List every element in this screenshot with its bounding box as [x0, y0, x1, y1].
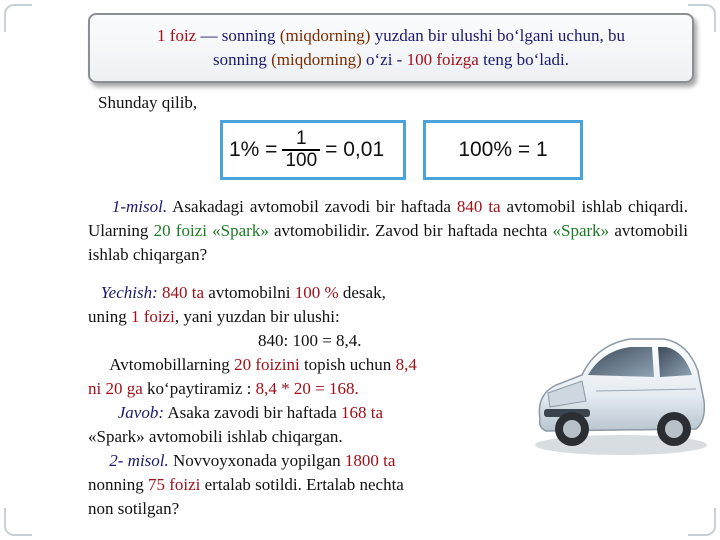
example-value: 840 ta: [456, 197, 501, 216]
solution-value: 840 ta: [162, 283, 205, 302]
definition-text: yuzdan bir ulushi bo‘lgani uchun, bu: [370, 26, 625, 45]
solution-text: ertalab sotildi. Ertalab nechta: [200, 475, 404, 494]
solution-text: uning: [88, 307, 131, 326]
definition-text: o‘zi -: [361, 50, 407, 69]
solution-value: ni 20 ga: [88, 379, 143, 398]
solution-line: [88, 377, 488, 401]
solution-text: Asaka zavodi bir haftada: [164, 403, 342, 422]
solution-text: avtomobilni: [204, 283, 295, 302]
formula-percent-box: [220, 120, 406, 180]
example-1-label: 1-misol.: [111, 197, 168, 216]
solution-text: topish uchun: [299, 355, 396, 374]
frame-corner-bottom-left: [4, 508, 32, 536]
example-value: 20 foizi: [153, 221, 207, 240]
solution-line: [88, 281, 488, 305]
solution-value: 75 foizi: [147, 475, 201, 494]
solution-text: ko‘paytiramiz :: [142, 379, 256, 398]
solution-value: 168 ta: [341, 403, 384, 422]
example-value: «Spark»: [212, 221, 269, 240]
solution-line: [88, 449, 488, 473]
solution-text: 840: 100 = 8,4.: [258, 331, 362, 350]
definition-text: teng bo‘ladi.: [478, 50, 569, 69]
answer-label: Javob:: [117, 403, 165, 422]
solution-value: 1 foizi: [130, 307, 175, 326]
definition-text: — sonning: [196, 26, 280, 45]
fraction-denominator: 100: [282, 149, 320, 171]
solution-line: [88, 353, 488, 377]
solution-value: 8,4: [395, 355, 417, 374]
example-1-paragraph: [88, 195, 688, 267]
solution-text: «Spark» avtomobili ishlab chiqargan.: [88, 427, 343, 446]
solution-line: [88, 497, 488, 521]
solution-line: [88, 329, 488, 353]
solution-text: desak,: [338, 283, 386, 302]
solution-block: [88, 281, 488, 521]
definition-text: 100 foizga: [406, 50, 479, 69]
definition-term: 1 foiz: [157, 26, 197, 45]
solution-label: Yechish:: [100, 283, 158, 302]
definition-text: (miqdorning): [271, 50, 362, 69]
frame-corner-top-left: [4, 4, 32, 32]
example-text: avtomobilidir. Zavod bir haftada nechta: [268, 221, 553, 240]
solution-value: 100 %: [294, 283, 339, 302]
solution-value: 20 foizini: [234, 355, 300, 374]
frame-corner-bottom-right: [688, 508, 716, 536]
solution-text: non sotilgan?: [88, 499, 180, 518]
solution-text: Avtomobillarning: [109, 355, 235, 374]
car-image: [526, 311, 712, 463]
solution-line: [88, 401, 488, 425]
fraction-numerator: 1: [296, 128, 307, 149]
definition-text: sonning: [213, 50, 272, 69]
definition-line-2: [90, 48, 692, 72]
solution-text: nonning: [88, 475, 148, 494]
solution-line: [88, 473, 488, 497]
solution-line: [88, 305, 488, 329]
formula-lhs: 1% =: [229, 138, 278, 161]
solution-value: 1800 ta: [344, 451, 396, 470]
example-text: avtomobil ishlab chiqardi. Ularning: [88, 197, 688, 240]
formula-fraction: [282, 129, 320, 171]
example-value: «Spark»: [552, 221, 610, 240]
example-text: Asakadagi avtomobil zavodi bir haftada: [167, 197, 457, 216]
car-illustration: [526, 311, 712, 463]
example-2-label: 2- misol.: [109, 451, 169, 470]
solution-value: 8,4 * 20 = 168.: [255, 379, 359, 398]
definition-line-1: [90, 24, 692, 48]
formula-rhs: = 0,01: [325, 138, 385, 161]
solution-text: , yani yuzdan bir ulushi:: [174, 307, 340, 326]
example-text: avtomobili ishlab chiqargan?: [88, 221, 689, 264]
solution-line: [88, 425, 488, 449]
solution-text: Novvoyxonada yopilgan: [168, 451, 345, 470]
formula-hundred-text: 100% = 1: [458, 138, 548, 161]
shunday-text: Shunday qilib,: [98, 93, 198, 112]
formula-hundred-box: [423, 120, 583, 180]
definition-box: [88, 13, 694, 83]
definition-text: (miqdorning): [279, 26, 371, 45]
